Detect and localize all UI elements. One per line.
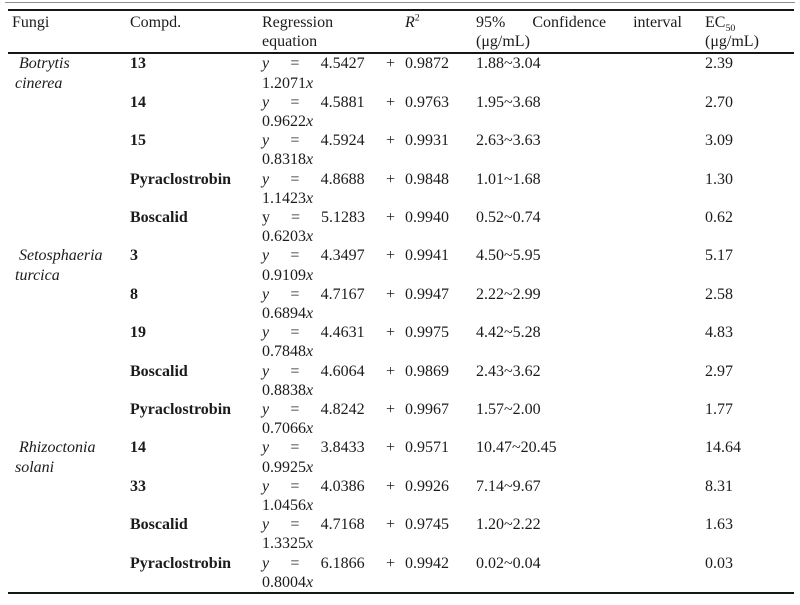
ec50-value-cell: 2.58: [705, 285, 733, 303]
ec50-value-cell: 2.70: [705, 93, 733, 111]
equation-intercept: 4.3497: [320, 247, 365, 265]
confidence-interval-cell: 7.14~9.67: [476, 477, 541, 495]
equation-line2: [262, 419, 399, 438]
equation-x-variable: x: [306, 305, 314, 323]
confidence-interval-cell: 4.42~5.28: [476, 324, 541, 342]
equation-intercept: 4.4631: [320, 324, 365, 342]
table-row: [8, 208, 794, 246]
equation-intercept: 4.5924: [320, 132, 365, 150]
ci-header-word3: interval: [633, 14, 682, 31]
equation-equals-sign: =: [290, 554, 300, 572]
equation-equals-sign: =: [290, 247, 300, 265]
equation-y-variable: y: [262, 285, 270, 303]
equation-equals-sign: =: [290, 516, 300, 534]
equation-line1: [262, 554, 395, 573]
ec50-value-cell: 8.31: [705, 477, 733, 495]
compound-cell: 19: [130, 324, 146, 342]
ec50-value-cell: 1.77: [705, 401, 733, 419]
table-row: [8, 285, 794, 323]
equation-x-variable: x: [306, 535, 314, 553]
ec50-subscript: 50: [725, 23, 736, 35]
equation-plus-sign: +: [385, 477, 395, 495]
equation-line2: [262, 112, 399, 131]
equation-equals-sign: =: [290, 55, 300, 73]
equation-plus-sign: +: [385, 324, 395, 342]
equation-y-variable: y: [262, 324, 270, 342]
r2-value-cell: 0.9745: [405, 516, 449, 534]
header-row: [8, 10, 794, 53]
ci-header-unit: (μg/mL): [476, 33, 530, 51]
r2-value-cell: 0.9931: [405, 132, 449, 150]
ec50-value-cell: 14.64: [705, 439, 741, 457]
r2-value-cell: 0.9848: [405, 170, 449, 188]
equation-equals-sign: =: [290, 324, 300, 342]
regression-table: [8, 9, 794, 594]
confidence-interval-cell: 4.50~5.95: [476, 247, 541, 265]
table-header: [8, 10, 794, 53]
equation-y-variable: y: [262, 132, 270, 150]
equation-x-variable: x: [306, 573, 314, 591]
equation-line2: [262, 189, 399, 208]
r-symbol: R: [405, 14, 415, 31]
table-body: [8, 53, 794, 593]
equation-x-variable: x: [306, 343, 314, 361]
ec50-value-cell: 0.03: [705, 554, 733, 572]
equation-line1: [262, 208, 395, 227]
equation-equals-sign: =: [290, 439, 300, 457]
equation-line1: [262, 477, 395, 496]
r2-superscript: 2: [414, 12, 420, 24]
compound-cell: Pyraclostrobin: [130, 554, 232, 572]
regression-equation-cell: [258, 400, 401, 438]
equation-slope-coefficient: 0.7848: [262, 343, 306, 361]
equation-slope-coefficient: 0.9109: [262, 266, 306, 284]
equation-line2: [262, 304, 399, 323]
compound-cell: 15: [130, 132, 146, 150]
equation-line2: [262, 74, 399, 93]
equation-plus-sign: +: [385, 93, 395, 111]
compound-cell: Boscalid: [130, 209, 188, 227]
equation-intercept: 3.8433: [320, 439, 365, 457]
equation-plus-sign: +: [385, 439, 395, 457]
regression-equation-cell: [258, 285, 401, 323]
fungus-name-cell: [8, 53, 126, 246]
table-row: [8, 170, 794, 208]
r2-value-cell: 0.9947: [405, 285, 449, 303]
equation-equals-sign: =: [290, 93, 300, 111]
fungus-name-line2: solani: [15, 458, 55, 476]
fungi-header-label: Fungi: [12, 14, 50, 31]
equation-plus-sign: +: [385, 247, 395, 265]
equation-line1: [262, 93, 395, 112]
equation-x-variable: x: [306, 113, 314, 131]
table-row: [8, 400, 794, 438]
ec50-header-unit: (μg/mL): [705, 33, 759, 51]
equation-x-variable: x: [306, 74, 314, 92]
equation-line2: [262, 496, 399, 515]
r2-header-label: [405, 13, 470, 32]
equation-x-variable: x: [306, 228, 314, 246]
equation-equals-sign: =: [290, 477, 300, 495]
regression-equation-cell: [258, 438, 401, 476]
ec-symbol: EC: [705, 14, 726, 31]
fungus-name-line1: Botrytis: [19, 55, 70, 73]
equation-line1: [262, 362, 395, 381]
fungus-name-line1: Rhizoctonia: [19, 439, 96, 457]
compound-cell: 14: [130, 439, 146, 457]
equation-line2: [262, 266, 399, 285]
regression-equation-cell: [258, 93, 401, 131]
equation-x-variable: x: [306, 458, 314, 476]
equation-plus-sign: +: [385, 362, 395, 380]
table-row: [8, 438, 794, 476]
equation-line1: [262, 515, 395, 534]
equation-line2: [262, 458, 399, 477]
equation-slope-coefficient: 0.8838: [262, 381, 306, 399]
compound-cell: Pyraclostrobin: [130, 170, 232, 188]
equation-x-variable: x: [306, 151, 314, 169]
confidence-interval-cell: 1.20~2.22: [476, 516, 541, 534]
equation-equals-sign: =: [290, 209, 300, 227]
equation-line1: [262, 438, 395, 457]
equation-x-variable: x: [306, 381, 314, 399]
compound-cell: Pyraclostrobin: [130, 401, 232, 419]
confidence-interval-cell: 0.02~0.04: [476, 554, 541, 572]
equation-plus-sign: +: [385, 285, 395, 303]
equation-line1: [262, 54, 395, 73]
compound-cell: Boscalid: [130, 362, 188, 380]
equation-intercept: 4.7167: [320, 285, 365, 303]
fungus-name-line1: Setosphaeria: [19, 247, 103, 265]
ci-header-word1: 95%: [476, 14, 506, 31]
confidence-interval-cell: 10.47~20.45: [476, 439, 557, 457]
r2-value-cell: 0.9926: [405, 477, 449, 495]
equation-plus-sign: +: [385, 170, 395, 188]
equation-plus-sign: +: [385, 209, 395, 227]
equation-plus-sign: +: [385, 132, 395, 150]
equation-y-variable: y: [262, 439, 270, 457]
r2-value-cell: 0.9940: [405, 209, 449, 227]
equation-line1: [262, 323, 395, 342]
regression-equation-cell: [258, 554, 401, 593]
equation-equals-sign: =: [290, 170, 300, 188]
equation-line2: [262, 573, 399, 592]
r2-value-cell: 0.9872: [405, 55, 449, 73]
ci-header-words: [476, 13, 682, 32]
compound-cell: Boscalid: [130, 516, 188, 534]
equation-line2: [262, 227, 399, 246]
equation-plus-sign: +: [385, 516, 395, 534]
table-row: [8, 93, 794, 131]
equation-slope-coefficient: 0.9925: [262, 458, 306, 476]
col-header-ec50: [701, 10, 794, 53]
confidence-interval-cell: 1.57~2.00: [476, 401, 541, 419]
r2-value-cell: 0.9941: [405, 247, 449, 265]
top-thin-rule: [5, 2, 795, 3]
ec50-value-cell: 0.62: [705, 209, 733, 227]
equation-intercept: 4.8242: [320, 401, 365, 419]
regression-equation-cell: [258, 170, 401, 208]
col-header-confidence-interval: [472, 10, 701, 53]
regression-equation-cell: [258, 323, 401, 361]
ec50-value-cell: 1.63: [705, 516, 733, 534]
equation-plus-sign: +: [385, 554, 395, 572]
confidence-interval-cell: 2.22~2.99: [476, 285, 541, 303]
r2-value-cell: 0.9942: [405, 554, 449, 572]
equation-slope-coefficient: 1.0456: [262, 497, 306, 515]
confidence-interval-cell: 1.95~3.68: [476, 93, 541, 111]
fungus-name-line2: cinerea: [15, 74, 63, 92]
equation-intercept: 4.0386: [320, 477, 365, 495]
r2-value-cell: 0.9571: [405, 439, 449, 457]
ec50-value-cell: 5.17: [705, 247, 733, 265]
equation-x-variable: x: [306, 266, 314, 284]
equation-slope-coefficient: 1.1423: [262, 189, 306, 207]
col-header-compd: [126, 10, 258, 53]
compound-cell: 14: [130, 93, 146, 111]
col-header-fungi: [8, 10, 126, 53]
ec50-header-label: [705, 13, 792, 35]
equation-line1: [262, 400, 395, 419]
confidence-interval-cell: 2.43~3.62: [476, 362, 541, 380]
regression-equation-cell: [258, 53, 401, 92]
regression-equation-cell: [258, 208, 401, 246]
equation-x-variable: x: [306, 189, 314, 207]
equation-intercept: 4.5881: [320, 93, 365, 111]
ec50-value-cell: 2.39: [705, 55, 733, 73]
equation-line2: [262, 342, 399, 361]
equation-line1: [262, 246, 395, 265]
equation-equals-sign: =: [290, 401, 300, 419]
ec50-value-cell: 1.30: [705, 170, 733, 188]
fungus-name-cell: [8, 246, 126, 438]
regression-equation-cell: [258, 477, 401, 515]
equation-plus-sign: +: [385, 55, 395, 73]
equation-x-variable: x: [306, 420, 314, 438]
equation-plus-sign: +: [385, 401, 395, 419]
regression-equation-cell: [258, 246, 401, 284]
equation-intercept: 4.6064: [320, 362, 365, 380]
equation-y-variable: y: [262, 209, 270, 227]
equation-line1: [262, 131, 395, 150]
regression-equation-cell: [258, 131, 401, 169]
equation-equals-sign: =: [290, 362, 300, 380]
equation-y-variable: y: [262, 516, 270, 534]
fungus-name-cell: [8, 438, 126, 593]
r2-value-cell: 0.9869: [405, 362, 449, 380]
table-row: [8, 477, 794, 515]
table-row: [8, 515, 794, 553]
regression-equation-cell: [258, 515, 401, 553]
equation-equals-sign: =: [290, 285, 300, 303]
confidence-interval-cell: 0.52~0.74: [476, 209, 541, 227]
equation-intercept: 4.8688: [320, 170, 365, 188]
equation-x-variable: x: [306, 497, 314, 515]
confidence-interval-cell: 1.88~3.04: [476, 55, 541, 73]
compound-cell: 13: [130, 55, 146, 73]
table-row: [8, 554, 794, 593]
ci-header-word2: Confidence: [532, 14, 607, 31]
regression-equation-cell: [258, 362, 401, 400]
ec50-value-cell: 4.83: [705, 324, 733, 342]
equation-y-variable: y: [262, 554, 270, 572]
table-row: [8, 131, 794, 169]
equation-slope-coefficient: 1.3325: [262, 535, 306, 553]
equation-intercept: 4.7168: [320, 516, 365, 534]
col-header-r2: [401, 10, 472, 53]
equation-y-variable: y: [262, 362, 270, 380]
table-row: [8, 53, 794, 92]
r2-value-cell: 0.9763: [405, 93, 449, 111]
equation-line2: [262, 150, 399, 169]
compound-cell: 3: [130, 247, 138, 265]
equation-slope-coefficient: 0.6203: [262, 228, 306, 246]
equation-line2: [262, 381, 399, 400]
confidence-interval-cell: 1.01~1.68: [476, 170, 541, 188]
equation-y-variable: y: [262, 55, 270, 73]
equation-slope-coefficient: 0.9622: [262, 113, 306, 131]
regression-header-line1: Regression: [262, 14, 334, 31]
equation-intercept: 5.1283: [320, 209, 365, 227]
equation-slope-coefficient: 0.7066: [262, 420, 306, 438]
compd-header-label: Compd.: [130, 14, 182, 31]
equation-slope-coefficient: 0.8004: [262, 573, 306, 591]
r2-value-cell: 0.9967: [405, 401, 449, 419]
regression-header-line2: equation: [262, 33, 318, 51]
compound-cell: 8: [130, 285, 138, 303]
equation-y-variable: y: [262, 247, 270, 265]
equation-line1: [262, 285, 395, 304]
equation-intercept: 4.5427: [320, 55, 365, 73]
equation-y-variable: y: [262, 477, 270, 495]
equation-y-variable: y: [262, 93, 270, 111]
confidence-interval-cell: 2.63~3.63: [476, 132, 541, 150]
table-row: [8, 323, 794, 361]
equation-slope-coefficient: 1.2071: [262, 74, 306, 92]
equation-y-variable: y: [262, 401, 270, 419]
equation-y-variable: y: [262, 170, 270, 188]
table-row: [8, 362, 794, 400]
equation-line1: [262, 170, 395, 189]
equation-slope-coefficient: 0.8318: [262, 151, 306, 169]
fungus-name-line2: turcica: [15, 266, 60, 284]
equation-slope-coefficient: 0.6894: [262, 305, 306, 323]
ec50-value-cell: 2.97: [705, 362, 733, 380]
equation-intercept: 6.1866: [320, 554, 365, 572]
r2-value-cell: 0.9975: [405, 324, 449, 342]
equation-equals-sign: =: [290, 132, 300, 150]
table-row: [8, 246, 794, 284]
equation-line2: [262, 534, 399, 553]
compound-cell: 33: [130, 477, 146, 495]
ec50-value-cell: 3.09: [705, 132, 733, 150]
col-header-regression: [258, 10, 401, 53]
